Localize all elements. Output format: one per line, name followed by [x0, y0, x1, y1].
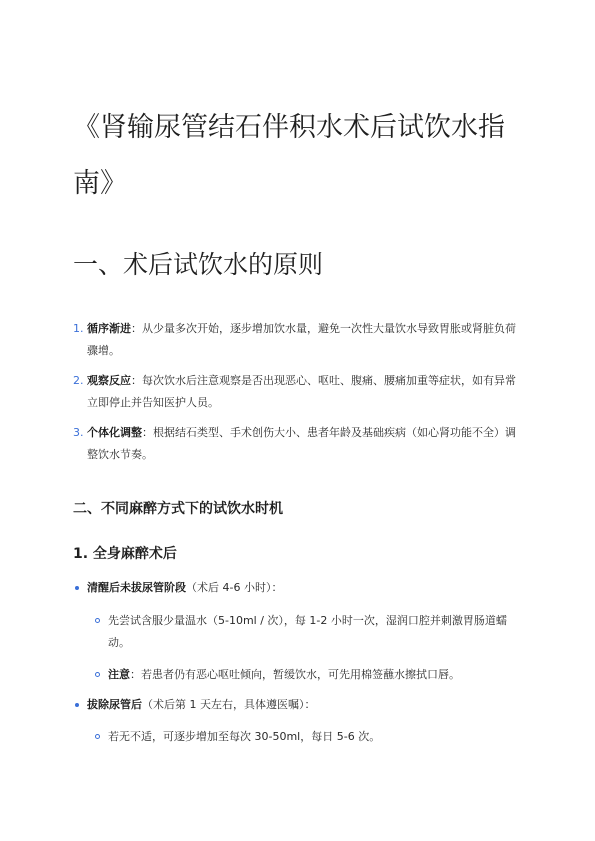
sub-item-text: 先尝试含服少量温水（5-10ml / 次），每 1-2 小时一次，湿润口腔并刺激胃肠道蠕动。	[108, 614, 507, 649]
list-item	[73, 318, 521, 362]
sub-item	[93, 726, 523, 748]
sub-item	[93, 610, 523, 654]
item-label: 观察反应	[87, 374, 131, 387]
item-label: 循序渐进	[87, 322, 131, 335]
principles-list	[73, 318, 521, 474]
list-item	[73, 370, 521, 414]
item-text: ：根据结石类型、手术创伤大小、患者年龄及基础疾病（如心肾功能不全）调整饮水节奏。	[87, 426, 516, 461]
stage-label: 清醒后未拔尿管阶段	[87, 581, 186, 594]
stage-note: （术后 4-6 小时）：	[186, 581, 283, 594]
sub-item-text: ：若患者仍有恶心呕吐倾向，暂缓饮水，可先用棉签蘸水擦拭口唇。	[130, 668, 460, 681]
list-number: 1.	[73, 322, 84, 335]
stage-before-catheter-removal	[73, 577, 523, 599]
bullet-dot-icon	[75, 703, 79, 707]
sub-item-label: 注意	[108, 668, 130, 681]
subsection-heading-general-anesthesia: 1. 全身麻醉术后	[73, 546, 177, 562]
item-label: 个体化调整	[87, 426, 142, 439]
section-heading-principles: 一、术后试饮水的原则	[73, 250, 324, 279]
document-title: 《肾输尿管结石伴积水术后试饮水指南》	[73, 112, 505, 199]
item-text: ：从少量多次开始，逐步增加饮水量，避免一次性大量饮水导致胃胀或肾脏负荷骤增。	[87, 322, 516, 357]
stage-note: （术后第 1 天左右，具体遵医嘱）：	[142, 698, 316, 711]
item-text: ：每次饮水后注意观察是否出现恶心、呕吐、腹痛、腰痛加重等症状，如有异常立即停止并告知医护人员。	[87, 374, 516, 409]
section-heading-timing: 二、不同麻醉方式下的试饮水时机	[73, 501, 283, 517]
stage-label: 拔除尿管后	[87, 698, 142, 711]
sub-item	[93, 664, 523, 686]
bullet-ring-icon	[95, 672, 100, 677]
sub-item-text: 若无不适，可逐步增加至每次 30-50ml，每日 5-6 次。	[108, 730, 381, 743]
bullet-ring-icon	[95, 734, 100, 739]
list-item	[73, 422, 521, 466]
bullet-dot-icon	[75, 586, 79, 590]
list-number: 3.	[73, 426, 84, 439]
list-number: 2.	[73, 374, 84, 387]
stage-after-catheter-removal	[73, 694, 523, 716]
bullet-ring-icon	[95, 618, 100, 623]
